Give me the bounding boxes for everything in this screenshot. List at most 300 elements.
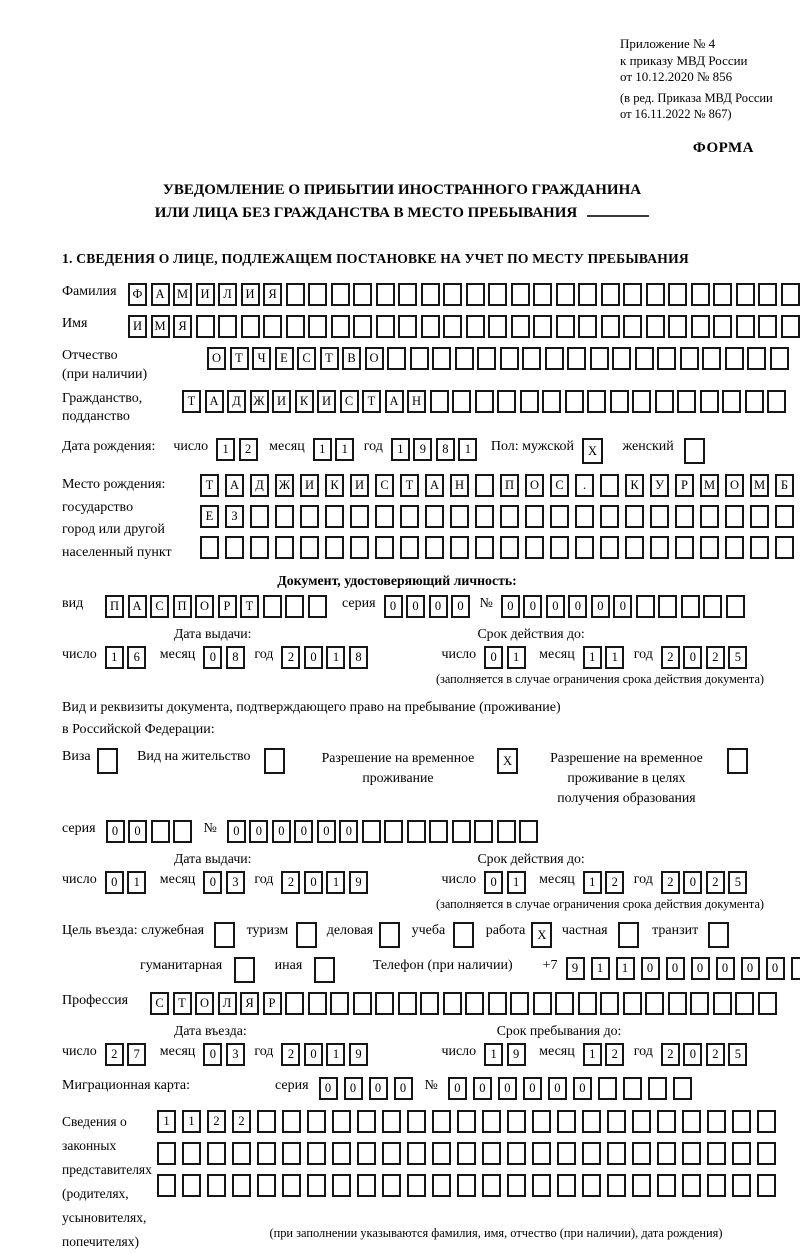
- name-cells[interactable]: [128, 315, 800, 338]
- form-cell[interactable]: Ж: [275, 474, 294, 497]
- form-cell[interactable]: 1: [458, 438, 477, 461]
- form-cell[interactable]: 0: [666, 957, 685, 980]
- form-cell[interactable]: [725, 536, 744, 559]
- form-cell[interactable]: [607, 1174, 626, 1197]
- form-cell[interactable]: [443, 992, 462, 1015]
- residence-permit-checkbox[interactable]: [264, 748, 289, 774]
- form-cell[interactable]: [668, 992, 687, 1015]
- form-cell[interactable]: Д: [250, 474, 269, 497]
- form-cell[interactable]: [610, 390, 629, 413]
- form-cell[interactable]: 2: [281, 1043, 300, 1066]
- form-cell[interactable]: [375, 536, 394, 559]
- form-cell[interactable]: [500, 347, 519, 370]
- form-cell[interactable]: 1: [616, 957, 635, 980]
- doc-series-cells[interactable]: [384, 595, 474, 618]
- form-cell[interactable]: 0: [568, 595, 587, 618]
- form-cell[interactable]: [673, 1077, 692, 1100]
- form-cell[interactable]: 0: [484, 646, 503, 669]
- form-cell[interactable]: 1: [507, 646, 526, 669]
- tourism-checkbox[interactable]: [296, 922, 321, 948]
- form-cell[interactable]: [758, 283, 777, 306]
- form-cell[interactable]: [533, 315, 552, 338]
- form-cell[interactable]: 0: [203, 646, 222, 669]
- stay-year-cells[interactable]: [661, 1043, 751, 1066]
- form-cell[interactable]: 0: [573, 1077, 592, 1100]
- form-cell[interactable]: [600, 992, 619, 1015]
- form-cell[interactable]: [681, 595, 700, 618]
- sex-male-checkbox[interactable]: [582, 438, 607, 464]
- form-cell[interactable]: А: [385, 390, 404, 413]
- form-cell[interactable]: 1: [484, 1043, 503, 1066]
- form-cell[interactable]: [668, 283, 687, 306]
- form-cell[interactable]: [450, 536, 469, 559]
- form-cell[interactable]: [578, 283, 597, 306]
- form-cell[interactable]: [682, 1174, 701, 1197]
- form-cell[interactable]: [632, 1142, 651, 1165]
- form-cell[interactable]: 1: [335, 438, 354, 461]
- form-cell[interactable]: [488, 992, 507, 1015]
- form-cell[interactable]: Л: [218, 992, 237, 1015]
- form-cell[interactable]: 0: [344, 1077, 363, 1100]
- form-cell[interactable]: [567, 347, 586, 370]
- form-cell[interactable]: [482, 1174, 501, 1197]
- form-cell[interactable]: 1: [326, 1043, 345, 1066]
- form-cell[interactable]: [700, 505, 719, 528]
- form-cell[interactable]: [282, 1174, 301, 1197]
- form-cell[interactable]: [758, 992, 777, 1015]
- form-cell[interactable]: [500, 536, 519, 559]
- form-cell[interactable]: 1: [105, 646, 124, 669]
- form-cell[interactable]: [465, 992, 484, 1015]
- form-cell[interactable]: 0: [406, 595, 425, 618]
- form-cell[interactable]: [286, 315, 305, 338]
- form-cell[interactable]: [707, 1110, 726, 1133]
- representatives-row1[interactable]: [157, 1110, 782, 1133]
- form-cell[interactable]: [296, 922, 317, 948]
- form-cell[interactable]: 9: [349, 1043, 368, 1066]
- form-cell[interactable]: А: [151, 283, 170, 306]
- form-cell[interactable]: [770, 347, 789, 370]
- form-cell[interactable]: [400, 505, 419, 528]
- form-cell[interactable]: 2: [207, 1110, 226, 1133]
- form-cell[interactable]: В: [342, 347, 361, 370]
- form-cell[interactable]: [285, 992, 304, 1015]
- form-cell[interactable]: С: [150, 992, 169, 1015]
- form-cell[interactable]: [353, 283, 372, 306]
- form-cell[interactable]: [747, 347, 766, 370]
- form-cell[interactable]: [257, 1142, 276, 1165]
- form-cell[interactable]: [218, 315, 237, 338]
- form-cell[interactable]: Т: [182, 390, 201, 413]
- form-cell[interactable]: [182, 1174, 201, 1197]
- form-cell[interactable]: 0: [716, 957, 735, 980]
- form-cell[interactable]: Т: [200, 474, 219, 497]
- form-cell[interactable]: [407, 1142, 426, 1165]
- form-cell[interactable]: [407, 820, 426, 843]
- form-cell[interactable]: [466, 283, 485, 306]
- id-issue-year-cells[interactable]: [281, 646, 371, 669]
- form-cell[interactable]: [425, 536, 444, 559]
- form-cell[interactable]: [452, 820, 471, 843]
- form-cell[interactable]: 2: [661, 646, 680, 669]
- form-cell[interactable]: [565, 390, 584, 413]
- form-cell[interactable]: 1: [605, 646, 624, 669]
- form-cell[interactable]: [457, 1174, 476, 1197]
- form-cell[interactable]: [732, 1174, 751, 1197]
- form-cell[interactable]: С: [297, 347, 316, 370]
- form-cell[interactable]: 2: [232, 1110, 251, 1133]
- form-cell[interactable]: [232, 1174, 251, 1197]
- form-cell[interactable]: [457, 1110, 476, 1133]
- form-cell[interactable]: 0: [105, 871, 124, 894]
- form-cell[interactable]: А: [225, 474, 244, 497]
- form-cell[interactable]: [353, 315, 372, 338]
- form-cell[interactable]: [263, 595, 282, 618]
- form-cell[interactable]: 0: [339, 820, 358, 843]
- form-cell[interactable]: [475, 390, 494, 413]
- form-cell[interactable]: [357, 1174, 376, 1197]
- form-cell[interactable]: 2: [661, 1043, 680, 1066]
- form-cell[interactable]: [556, 283, 575, 306]
- form-cell[interactable]: [250, 505, 269, 528]
- form-cell[interactable]: [623, 992, 642, 1015]
- rvp-valid-year-cells[interactable]: [661, 871, 751, 894]
- form-cell[interactable]: [682, 1110, 701, 1133]
- form-cell[interactable]: Т: [230, 347, 249, 370]
- form-cell[interactable]: [525, 536, 544, 559]
- form-cell[interactable]: [708, 922, 729, 948]
- form-cell[interactable]: [232, 1142, 251, 1165]
- form-cell[interactable]: [775, 505, 794, 528]
- form-cell[interactable]: 0: [683, 871, 702, 894]
- id-valid-day-cells[interactable]: [484, 646, 529, 669]
- form-cell[interactable]: [264, 748, 285, 774]
- form-cell[interactable]: 3: [226, 871, 245, 894]
- form-cell[interactable]: [500, 505, 519, 528]
- form-cell[interactable]: [735, 992, 754, 1015]
- form-cell[interactable]: [600, 474, 619, 497]
- form-cell[interactable]: 2: [281, 646, 300, 669]
- form-cell[interactable]: [241, 315, 260, 338]
- form-cell[interactable]: К: [625, 474, 644, 497]
- form-cell[interactable]: 9: [349, 871, 368, 894]
- form-cell[interactable]: [379, 922, 400, 948]
- form-cell[interactable]: 0: [128, 820, 147, 843]
- form-cell[interactable]: 0: [451, 595, 470, 618]
- form-cell[interactable]: [680, 347, 699, 370]
- form-cell[interactable]: 5: [728, 871, 747, 894]
- birth-place-row1[interactable]: [200, 474, 800, 497]
- form-cell[interactable]: И: [272, 390, 291, 413]
- birth-month-cells[interactable]: [313, 438, 358, 461]
- form-cell[interactable]: [675, 536, 694, 559]
- entry-day-cells[interactable]: [105, 1043, 150, 1066]
- form-cell[interactable]: [282, 1142, 301, 1165]
- form-cell[interactable]: [650, 505, 669, 528]
- form-cell[interactable]: Т: [173, 992, 192, 1015]
- form-cell[interactable]: [590, 347, 609, 370]
- form-cell[interactable]: 1: [216, 438, 235, 461]
- form-cell[interactable]: [507, 1110, 526, 1133]
- form-cell[interactable]: [542, 390, 561, 413]
- form-cell[interactable]: Е: [200, 505, 219, 528]
- form-cell[interactable]: 0: [369, 1077, 388, 1100]
- form-cell[interactable]: 0: [448, 1077, 467, 1100]
- form-cell[interactable]: [308, 283, 327, 306]
- form-cell[interactable]: М: [750, 474, 769, 497]
- form-cell[interactable]: О: [195, 595, 214, 618]
- form-cell[interactable]: [727, 748, 748, 774]
- form-cell[interactable]: Н: [407, 390, 426, 413]
- form-cell[interactable]: [455, 347, 474, 370]
- form-cell[interactable]: [443, 315, 462, 338]
- form-cell[interactable]: [353, 992, 372, 1015]
- form-cell[interactable]: [657, 347, 676, 370]
- birth-day-cells[interactable]: [216, 438, 261, 461]
- form-cell[interactable]: [736, 315, 755, 338]
- form-cell[interactable]: X: [531, 922, 552, 948]
- form-cell[interactable]: [623, 283, 642, 306]
- form-cell[interactable]: [600, 536, 619, 559]
- form-cell[interactable]: 9: [566, 957, 585, 980]
- form-cell[interactable]: 2: [706, 1043, 725, 1066]
- form-cell[interactable]: [275, 536, 294, 559]
- birth-place-row3[interactable]: [200, 536, 800, 559]
- form-cell[interactable]: 1: [591, 957, 610, 980]
- form-cell[interactable]: [429, 820, 448, 843]
- form-cell[interactable]: [707, 1142, 726, 1165]
- form-cell[interactable]: [432, 1174, 451, 1197]
- form-cell[interactable]: [791, 957, 800, 980]
- form-cell[interactable]: 9: [413, 438, 432, 461]
- rvp-series-cells[interactable]: [106, 820, 196, 843]
- form-cell[interactable]: [732, 1110, 751, 1133]
- form-cell[interactable]: 2: [605, 871, 624, 894]
- temp-residence-checkbox[interactable]: [497, 748, 522, 774]
- form-cell[interactable]: 8: [226, 646, 245, 669]
- form-cell[interactable]: [703, 595, 722, 618]
- form-cell[interactable]: 8: [436, 438, 455, 461]
- form-cell[interactable]: 1: [583, 1043, 602, 1066]
- form-cell[interactable]: [607, 1110, 626, 1133]
- form-cell[interactable]: [550, 536, 569, 559]
- form-cell[interactable]: [308, 315, 327, 338]
- form-cell[interactable]: [157, 1142, 176, 1165]
- form-cell[interactable]: Л: [218, 283, 237, 306]
- form-cell[interactable]: 0: [304, 871, 323, 894]
- representatives-row2[interactable]: [157, 1142, 782, 1165]
- form-cell[interactable]: [691, 283, 710, 306]
- citizenship-cells[interactable]: [182, 390, 790, 413]
- form-cell[interactable]: 0: [249, 820, 268, 843]
- birth-year-cells[interactable]: [391, 438, 481, 461]
- form-cell[interactable]: [556, 315, 575, 338]
- form-cell[interactable]: [736, 283, 755, 306]
- form-cell[interactable]: [601, 315, 620, 338]
- form-cell[interactable]: [477, 347, 496, 370]
- form-cell[interactable]: [330, 992, 349, 1015]
- form-cell[interactable]: К: [295, 390, 314, 413]
- form-cell[interactable]: Е: [275, 347, 294, 370]
- form-cell[interactable]: [331, 315, 350, 338]
- form-cell[interactable]: [457, 1142, 476, 1165]
- form-cell[interactable]: [555, 992, 574, 1015]
- form-cell[interactable]: И: [350, 474, 369, 497]
- form-cell[interactable]: [713, 992, 732, 1015]
- form-cell[interactable]: 2: [605, 1043, 624, 1066]
- transit-checkbox[interactable]: [708, 922, 733, 948]
- doc-number-cells[interactable]: [501, 595, 749, 618]
- stay-day-cells[interactable]: [484, 1043, 529, 1066]
- form-cell[interactable]: [511, 315, 530, 338]
- form-cell[interactable]: [582, 1110, 601, 1133]
- form-cell[interactable]: [443, 283, 462, 306]
- work-checkbox[interactable]: [531, 922, 556, 948]
- form-cell[interactable]: С: [550, 474, 569, 497]
- form-cell[interactable]: 2: [706, 646, 725, 669]
- form-cell[interactable]: [767, 390, 786, 413]
- form-cell[interactable]: [545, 347, 564, 370]
- rvp-issue-day-cells[interactable]: [105, 871, 150, 894]
- form-cell[interactable]: [382, 1110, 401, 1133]
- form-cell[interactable]: Т: [320, 347, 339, 370]
- form-cell[interactable]: [387, 347, 406, 370]
- form-cell[interactable]: П: [500, 474, 519, 497]
- form-cell[interactable]: 0: [484, 871, 503, 894]
- surname-cells[interactable]: [128, 283, 800, 306]
- form-cell[interactable]: Т: [362, 390, 381, 413]
- form-cell[interactable]: [623, 315, 642, 338]
- form-cell[interactable]: О: [365, 347, 384, 370]
- form-cell[interactable]: Ф: [128, 283, 147, 306]
- form-cell[interactable]: [625, 505, 644, 528]
- form-cell[interactable]: К: [325, 474, 344, 497]
- form-cell[interactable]: [601, 283, 620, 306]
- form-cell[interactable]: [650, 536, 669, 559]
- form-cell[interactable]: [675, 505, 694, 528]
- form-cell[interactable]: 0: [429, 595, 448, 618]
- form-cell[interactable]: 0: [766, 957, 785, 980]
- form-cell[interactable]: Ж: [250, 390, 269, 413]
- form-cell[interactable]: [257, 1110, 276, 1133]
- form-cell[interactable]: [510, 992, 529, 1015]
- representatives-row3[interactable]: [157, 1174, 782, 1197]
- form-cell[interactable]: З: [225, 505, 244, 528]
- form-cell[interactable]: [307, 1174, 326, 1197]
- form-cell[interactable]: [400, 536, 419, 559]
- form-cell[interactable]: М: [173, 283, 192, 306]
- form-cell[interactable]: 0: [683, 646, 702, 669]
- form-cell[interactable]: [677, 390, 696, 413]
- form-cell[interactable]: [646, 315, 665, 338]
- form-cell[interactable]: Р: [218, 595, 237, 618]
- form-cell[interactable]: [691, 315, 710, 338]
- form-cell[interactable]: [200, 536, 219, 559]
- form-cell[interactable]: [482, 1110, 501, 1133]
- form-cell[interactable]: [257, 1174, 276, 1197]
- form-cell[interactable]: [520, 390, 539, 413]
- form-cell[interactable]: [557, 1142, 576, 1165]
- form-cell[interactable]: [658, 595, 677, 618]
- form-cell[interactable]: Р: [263, 992, 282, 1015]
- doc-kind-cells[interactable]: [105, 595, 330, 618]
- form-cell[interactable]: [623, 1077, 642, 1100]
- form-cell[interactable]: X: [497, 748, 518, 774]
- form-cell[interactable]: [625, 536, 644, 559]
- form-cell[interactable]: [421, 315, 440, 338]
- form-cell[interactable]: [726, 595, 745, 618]
- form-cell[interactable]: [425, 505, 444, 528]
- form-cell[interactable]: А: [205, 390, 224, 413]
- form-cell[interactable]: [151, 820, 170, 843]
- form-cell[interactable]: 0: [591, 595, 610, 618]
- form-cell[interactable]: [497, 390, 516, 413]
- form-cell[interactable]: [713, 283, 732, 306]
- form-cell[interactable]: [97, 748, 118, 774]
- form-cell[interactable]: [598, 1077, 617, 1100]
- form-cell[interactable]: 0: [203, 1043, 222, 1066]
- form-cell[interactable]: [196, 315, 215, 338]
- form-cell[interactable]: [707, 1174, 726, 1197]
- form-cell[interactable]: Я: [173, 315, 192, 338]
- form-cell[interactable]: [684, 438, 705, 464]
- form-cell[interactable]: [757, 1174, 776, 1197]
- form-cell[interactable]: [618, 922, 639, 948]
- form-cell[interactable]: И: [128, 315, 147, 338]
- form-cell[interactable]: [432, 1110, 451, 1133]
- form-cell[interactable]: [722, 390, 741, 413]
- temp-residence-edu-checkbox[interactable]: [727, 748, 752, 774]
- form-cell[interactable]: 0: [473, 1077, 492, 1100]
- form-cell[interactable]: [607, 1142, 626, 1165]
- form-cell[interactable]: [308, 595, 327, 618]
- form-cell[interactable]: [300, 536, 319, 559]
- id-valid-year-cells[interactable]: [661, 646, 751, 669]
- birth-place-row2[interactable]: [200, 505, 800, 528]
- form-cell[interactable]: [757, 1142, 776, 1165]
- official-checkbox[interactable]: [214, 922, 239, 948]
- form-cell[interactable]: 5: [728, 1043, 747, 1066]
- form-cell[interactable]: [432, 1142, 451, 1165]
- form-cell[interactable]: Н: [450, 474, 469, 497]
- form-cell[interactable]: [635, 347, 654, 370]
- form-cell[interactable]: Р: [675, 474, 694, 497]
- form-cell[interactable]: [157, 1174, 176, 1197]
- form-cell[interactable]: Ч: [252, 347, 271, 370]
- form-cell[interactable]: [636, 595, 655, 618]
- form-cell[interactable]: [655, 390, 674, 413]
- entry-month-cells[interactable]: [203, 1043, 248, 1066]
- other-checkbox[interactable]: [314, 957, 339, 983]
- form-cell[interactable]: 3: [226, 1043, 245, 1066]
- form-cell[interactable]: [757, 1110, 776, 1133]
- form-cell[interactable]: [382, 1174, 401, 1197]
- form-cell[interactable]: 1: [391, 438, 410, 461]
- form-cell[interactable]: [286, 283, 305, 306]
- form-cell[interactable]: [533, 992, 552, 1015]
- form-cell[interactable]: [497, 820, 516, 843]
- form-cell[interactable]: 5: [728, 646, 747, 669]
- form-cell[interactable]: М: [151, 315, 170, 338]
- form-cell[interactable]: 0: [227, 820, 246, 843]
- form-cell[interactable]: [648, 1077, 667, 1100]
- form-cell[interactable]: Я: [263, 283, 282, 306]
- form-cell[interactable]: Т: [400, 474, 419, 497]
- form-cell[interactable]: О: [195, 992, 214, 1015]
- id-issue-day-cells[interactable]: [105, 646, 150, 669]
- form-cell[interactable]: [668, 315, 687, 338]
- form-cell[interactable]: [282, 1110, 301, 1133]
